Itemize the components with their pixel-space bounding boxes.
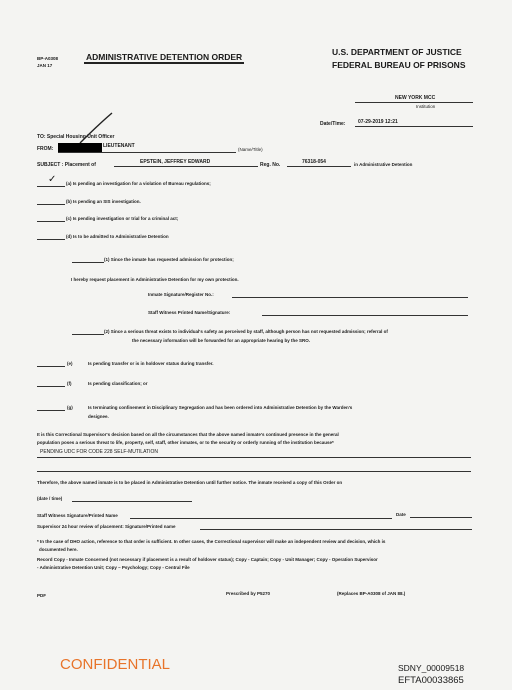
to-label: TO: Special Housing Unit Officer [37, 134, 115, 140]
from-line [58, 152, 236, 153]
option-d2-line1: (2) Since a serious threat exists to individual's safety as perceived by staff, although person has not requested admission; referral of [104, 329, 388, 334]
datetime-line [355, 126, 473, 127]
option-f-label: (f) [67, 381, 72, 386]
title-rule [84, 62, 244, 64]
witness-label: Staff Witness Signature/Printed Name [37, 513, 118, 518]
replaces-label: (Replaces BP-A0308 of JAN 88.) [337, 591, 406, 596]
name-title-label: (Name/Title) [238, 147, 263, 152]
inmate-signature-label: Inmate Signature/Register No.: [148, 292, 214, 297]
note-line2: documented here. [39, 547, 78, 552]
department-name: U.S. DEPARTMENT OF JUSTICE [332, 47, 462, 57]
option-a-line [37, 186, 65, 187]
therefore-text: Therefore, the above named inmate is to be placed in Administrative Detention until further notice. The inmate received a copy of this Order on [37, 480, 343, 485]
option-g-line2: designee. [88, 414, 109, 419]
option-e-line [37, 366, 65, 367]
option-b: (b) Is pending an SIS investigation. [66, 199, 141, 204]
date-line [410, 517, 472, 518]
confidential-stamp: CONFIDENTIAL [60, 656, 171, 673]
inmate-line [114, 166, 258, 167]
reason-line-2 [37, 471, 471, 472]
date-label: Date [396, 512, 406, 517]
order-datetime-label: (date / time) [37, 496, 63, 501]
pdf-label: PDF [37, 593, 46, 598]
bates-number-1: SDNY_00009518 [398, 663, 465, 673]
option-g-label: (g) [67, 405, 73, 410]
subject-suffix: in Administrative Detention [354, 162, 413, 167]
supervisor-line [200, 529, 472, 530]
decision-reason: PENDING UDC FOR CODE 228 SELF-MUTILATION [40, 449, 158, 455]
inmate-signature-line [232, 297, 468, 298]
option-e: Is pending transfer or is in holdover status during transfer. [88, 361, 214, 366]
from-label: FROM: [37, 146, 54, 152]
from-value: LIEUTENANT [103, 143, 135, 149]
form-title: ADMINISTRATIVE DETENTION ORDER [86, 52, 243, 62]
option-g-line1: Is terminating confinement in Disciplinary Segregation and has been ordered into Administrative Detention by the Warden's [88, 405, 353, 410]
option-d1-line [72, 262, 104, 263]
copy-line1: Record Copy - Inmate Concerned (not necessary if placement is a result of holdover status); Copy - Captain; Copy - Unit Manager; Copy - Operation Supervisor [37, 557, 378, 562]
datetime-label: Date/Time: [320, 121, 346, 127]
order-datetime-line [72, 501, 192, 502]
bureau-name: FEDERAL BUREAU OF PRISONS [332, 60, 466, 70]
option-c-line [37, 221, 65, 222]
note-line1: * In the case of DHO action, reference to that order is sufficient. In other cases, the Correctional supervisor will make an independent review and decision, which is [37, 539, 386, 544]
option-f: Is pending classification; or [88, 381, 148, 386]
decision-line2: population poses a serious threat to life, property, self, staff, other inmates, or to the security or orderly running of the institution because* [37, 440, 334, 445]
reason-line-1 [37, 457, 471, 458]
self-request: I hereby request placement in Administrative Detention for my own protection. [71, 277, 239, 282]
option-b-line [37, 204, 65, 205]
institution-line [355, 102, 473, 103]
reg-number: 76318-054 [302, 159, 326, 165]
form-number: BP-A0308 [37, 56, 59, 61]
option-d-line [37, 239, 65, 240]
staff-signature-line [262, 315, 468, 316]
option-d1: (1) Since the inmate has requested admission for protection; [104, 257, 234, 262]
reg-line [287, 166, 351, 167]
option-d: (d) Is to be admitted to Administrative Detention [66, 234, 169, 239]
prescribed-label: Prescribed by P5270 [226, 591, 271, 596]
option-c: (c) Is pending investigation or trial for a criminal act; [66, 216, 179, 221]
supervisor-label: Supervisor 24 hour review of placement: Signature/Printed name [37, 524, 176, 529]
option-f-line [37, 386, 65, 387]
signature-mark [78, 111, 114, 145]
institution-label: Institution [416, 104, 436, 109]
staff-signature-label: Staff Witness Printed Name/Signature: [148, 310, 231, 315]
reg-label: Reg. No. [260, 162, 281, 168]
option-g-line [37, 410, 65, 411]
inmate-name: EPSTEIN, JEFFREY EDWARD [140, 159, 211, 165]
datetime-value: 07-29-2019 12:21 [358, 119, 398, 125]
option-e-label: (e) [67, 361, 73, 366]
copy-line2: - Administrative Detention Unit; Copy – Psychology; Copy - Central File [37, 565, 190, 570]
option-d2-line [72, 334, 104, 335]
form-date: JAN 17 [37, 63, 53, 68]
institution-value: NEW YORK MCC [395, 95, 436, 101]
check-mark: ✓ [48, 174, 57, 185]
redaction-box [58, 143, 102, 152]
option-d2-line2: the necessary information will be forwarded for an appropriate hearing by the SRO. [132, 338, 311, 343]
decision-line1: It is this Correctional Supervisor's decision based on all the circumstances that the above named inmate's continued presence in the general [37, 432, 339, 437]
option-a: (a) Is pending an investigation for a violation of Bureau regulations; [66, 181, 211, 186]
bates-number-2: EFTA00033865 [398, 675, 464, 686]
subject-label: SUBJECT : Placement of [37, 162, 96, 168]
witness-line [130, 518, 392, 519]
